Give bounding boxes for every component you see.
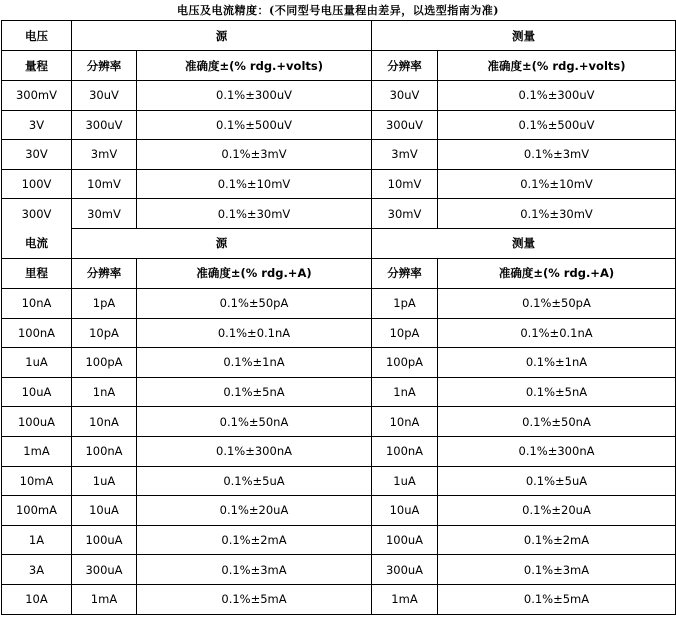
voltage-table-row bbox=[2, 140, 676, 170]
current-source-resolution-cell: 10pA bbox=[72, 318, 137, 348]
current-range-cell: 10mA bbox=[2, 466, 72, 496]
current-col-range: 里程 bbox=[2, 258, 72, 288]
current-measure-resolution-cell: 100nA bbox=[372, 436, 438, 466]
current-range-cell: 1A bbox=[2, 525, 72, 555]
current-table-row bbox=[2, 377, 676, 407]
page-title: 电压及电流精度：(不同型号电压量程由差异，以选型指南为准) bbox=[177, 4, 499, 17]
voltage-col-measure-resolution: 分辨率 bbox=[372, 51, 438, 81]
current-range-cell: 3A bbox=[2, 555, 72, 585]
current-measure-resolution-cell: 10uA bbox=[372, 496, 438, 526]
current-measure-accuracy-cell: 0.1%±3mA bbox=[438, 555, 676, 585]
current-source-resolution-cell: 1uA bbox=[72, 466, 137, 496]
current-source-accuracy-cell: 0.1%±20uA bbox=[137, 496, 372, 526]
voltage-table-row bbox=[2, 169, 676, 199]
current-measure-accuracy-cell: 0.1%±50pA bbox=[438, 288, 676, 318]
current-source-accuracy-cell: 0.1%±300nA bbox=[137, 436, 372, 466]
current-col-source-resolution: 分辨率 bbox=[72, 258, 137, 288]
current-source-accuracy-cell: 0.1%±50nA bbox=[137, 407, 372, 437]
current-table-row bbox=[2, 288, 676, 318]
voltage-source-accuracy-cell: 0.1%±300uV bbox=[137, 81, 372, 111]
voltage-source-resolution-cell: 300uV bbox=[72, 110, 137, 140]
current-measure-resolution-cell: 10nA bbox=[372, 407, 438, 437]
voltage-source-accuracy-cell: 0.1%±30mV bbox=[137, 199, 372, 229]
voltage-measure-accuracy-cell: 0.1%±10mV bbox=[438, 169, 676, 199]
current-measure-resolution-cell: 100uA bbox=[372, 525, 438, 555]
current-measure-accuracy-cell: 0.1%±5uA bbox=[438, 466, 676, 496]
current-section-label: 电流 bbox=[2, 228, 72, 258]
current-col-source-accuracy: 准确度±(% rdg.+A) bbox=[137, 258, 372, 288]
voltage-source-accuracy-cell: 0.1%±500uV bbox=[137, 110, 372, 140]
current-source-accuracy-cell: 0.1%±5nA bbox=[137, 377, 372, 407]
voltage-table-row bbox=[2, 199, 676, 229]
voltage-col-source-accuracy: 准确度±(% rdg.+volts) bbox=[137, 51, 372, 81]
current-table-row bbox=[2, 436, 676, 466]
current-table-row bbox=[2, 318, 676, 348]
voltage-measure-accuracy-cell: 0.1%±30mV bbox=[438, 199, 676, 229]
current-range-cell: 100nA bbox=[2, 318, 72, 348]
current-measure-resolution-cell: 300uA bbox=[372, 555, 438, 585]
current-source-accuracy-cell: 0.1%±1nA bbox=[137, 348, 372, 378]
voltage-source-resolution-cell: 30uV bbox=[72, 81, 137, 111]
current-measure-accuracy-cell: 0.1%±5nA bbox=[438, 377, 676, 407]
current-table-row bbox=[2, 525, 676, 555]
voltage-measure-resolution-cell: 300uV bbox=[372, 110, 438, 140]
current-column-header-row bbox=[2, 258, 676, 288]
current-measure-resolution-cell: 1uA bbox=[372, 466, 438, 496]
current-measure-accuracy-cell: 0.1%±300nA bbox=[438, 436, 676, 466]
voltage-table-row bbox=[2, 81, 676, 111]
current-measure-resolution-cell: 100pA bbox=[372, 348, 438, 378]
voltage-range-cell: 3V bbox=[2, 110, 72, 140]
current-range-cell: 1mA bbox=[2, 436, 72, 466]
current-measure-accuracy-cell: 0.1%±1nA bbox=[438, 348, 676, 378]
current-measure-accuracy-cell: 0.1%±5mA bbox=[438, 584, 676, 614]
voltage-range-cell: 30V bbox=[2, 140, 72, 170]
current-source-accuracy-cell: 0.1%±3mA bbox=[137, 555, 372, 585]
current-section-header bbox=[2, 228, 676, 258]
voltage-measure-resolution-cell: 30uV bbox=[372, 81, 438, 111]
voltage-range-cell: 300V bbox=[2, 199, 72, 229]
voltage-measure-accuracy-cell: 0.1%±3mV bbox=[438, 140, 676, 170]
current-source-accuracy-cell: 0.1%±50pA bbox=[137, 288, 372, 318]
voltage-section-header bbox=[2, 21, 676, 51]
current-range-cell: 10A bbox=[2, 584, 72, 614]
voltage-range-cell: 100V bbox=[2, 169, 72, 199]
voltage-range-cell: 300mV bbox=[2, 81, 72, 111]
current-source-resolution-cell: 300uA bbox=[72, 555, 137, 585]
current-source-accuracy-cell: 0.1%±5uA bbox=[137, 466, 372, 496]
voltage-table-row bbox=[2, 110, 676, 140]
voltage-source-resolution-cell: 30mV bbox=[72, 199, 137, 229]
current-table-row bbox=[2, 584, 676, 614]
voltage-source-accuracy-cell: 0.1%±10mV bbox=[137, 169, 372, 199]
voltage-measure-resolution-cell: 10mV bbox=[372, 169, 438, 199]
current-source-accuracy-cell: 0.1%±5mA bbox=[137, 584, 372, 614]
voltage-measure-resolution-cell: 30mV bbox=[372, 199, 438, 229]
current-table-row bbox=[2, 555, 676, 585]
current-measure-resolution-cell: 1pA bbox=[372, 288, 438, 318]
voltage-source-header: 源 bbox=[72, 21, 372, 51]
current-source-accuracy-cell: 0.1%±2mA bbox=[137, 525, 372, 555]
current-col-measure-accuracy: 准确度±(% rdg.+A) bbox=[438, 258, 676, 288]
accuracy-table bbox=[1, 20, 676, 615]
current-source-resolution-cell: 10uA bbox=[72, 496, 137, 526]
current-table-row bbox=[2, 496, 676, 526]
current-source-resolution-cell: 10nA bbox=[72, 407, 137, 437]
current-range-cell: 1uA bbox=[2, 348, 72, 378]
current-table-row bbox=[2, 407, 676, 437]
voltage-source-resolution-cell: 3mV bbox=[72, 140, 137, 170]
current-measure-accuracy-cell: 0.1%±20uA bbox=[438, 496, 676, 526]
current-measure-resolution-cell: 10pA bbox=[372, 318, 438, 348]
current-measure-header: 测量 bbox=[372, 228, 676, 258]
current-measure-accuracy-cell: 0.1%±0.1nA bbox=[438, 318, 676, 348]
current-source-resolution-cell: 100nA bbox=[72, 436, 137, 466]
voltage-source-accuracy-cell: 0.1%±3mV bbox=[137, 140, 372, 170]
current-measure-resolution-cell: 1nA bbox=[372, 377, 438, 407]
voltage-measure-accuracy-cell: 0.1%±500uV bbox=[438, 110, 676, 140]
current-range-cell: 10uA bbox=[2, 377, 72, 407]
voltage-measure-header: 测量 bbox=[372, 21, 676, 51]
current-measure-accuracy-cell: 0.1%±2mA bbox=[438, 525, 676, 555]
voltage-column-header-row bbox=[2, 51, 676, 81]
current-measure-resolution-cell: 1mA bbox=[372, 584, 438, 614]
voltage-source-resolution-cell: 10mV bbox=[72, 169, 137, 199]
current-source-resolution-cell: 1pA bbox=[72, 288, 137, 318]
current-measure-accuracy-cell: 0.1%±50nA bbox=[438, 407, 676, 437]
current-source-resolution-cell: 100pA bbox=[72, 348, 137, 378]
voltage-col-source-resolution: 分辨率 bbox=[72, 51, 137, 81]
current-table-row bbox=[2, 466, 676, 496]
voltage-measure-resolution-cell: 3mV bbox=[372, 140, 438, 170]
current-range-cell: 10nA bbox=[2, 288, 72, 318]
current-source-resolution-cell: 1mA bbox=[72, 584, 137, 614]
current-col-measure-resolution: 分辨率 bbox=[372, 258, 438, 288]
voltage-measure-accuracy-cell: 0.1%±300uV bbox=[438, 81, 676, 111]
current-source-accuracy-cell: 0.1%±0.1nA bbox=[137, 318, 372, 348]
voltage-col-range: 量程 bbox=[2, 51, 72, 81]
voltage-col-measure-accuracy: 准确度±(% rdg.+volts) bbox=[438, 51, 676, 81]
current-source-resolution-cell: 100uA bbox=[72, 525, 137, 555]
current-table-row bbox=[2, 348, 676, 378]
voltage-section-label: 电压 bbox=[2, 21, 72, 51]
current-range-cell: 100uA bbox=[2, 407, 72, 437]
current-source-resolution-cell: 1nA bbox=[72, 377, 137, 407]
current-source-header: 源 bbox=[72, 228, 372, 258]
current-range-cell: 100mA bbox=[2, 496, 72, 526]
